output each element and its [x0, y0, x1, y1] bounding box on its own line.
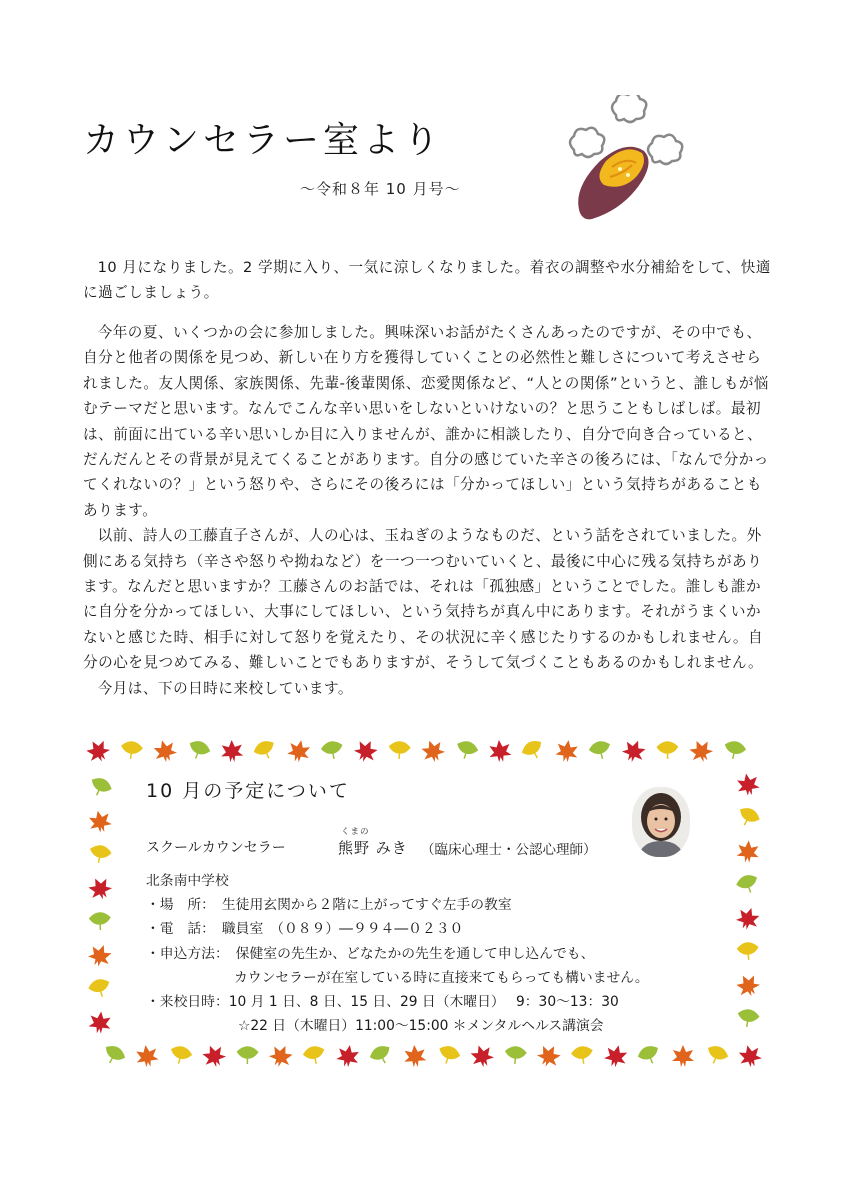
- maple-leaf-icon: [286, 738, 312, 764]
- ginkgo-leaf-icon: [737, 942, 758, 961]
- maple-leaf-icon: [736, 840, 759, 863]
- ginkgo-leaf-icon: [704, 1044, 729, 1067]
- maple-leaf-icon: [151, 738, 178, 765]
- maple-leaf-icon: [419, 738, 447, 765]
- ginkgo-leaf-icon: [723, 740, 746, 761]
- counselor-photo: [632, 787, 690, 857]
- ginkgo-leaf-icon: [88, 776, 113, 800]
- roasted-sweet-potato-icon: [560, 95, 690, 230]
- ginkgo-leaf-icon: [169, 1045, 193, 1067]
- maple-leaf-icon: [555, 739, 580, 764]
- phone-line: ・電 話： 職員室 （０８９）―９９４―０２３０: [146, 921, 464, 938]
- ginkgo-leaf-icon: [657, 742, 677, 759]
- issue-subtitle: ～令和８年 10 月号～: [300, 180, 461, 198]
- maple-leaf-icon: [86, 874, 115, 903]
- paragraph-1: 10 月になりました。2 学期に入り、一気に涼しくなりました。着衣の調整や水分補給をして、快適に過ごしましょう。: [83, 259, 771, 302]
- maple-leaf-icon: [86, 738, 113, 766]
- schedule-title: 10 月の予定について: [146, 780, 350, 802]
- ginkgo-leaf-icon: [90, 912, 111, 930]
- ginkgo-leaf-icon: [436, 1044, 460, 1067]
- ginkgo-leaf-icon: [736, 873, 760, 896]
- ginkgo-leaf-icon: [737, 1009, 759, 1029]
- ginkgo-leaf-icon: [520, 738, 546, 763]
- ginkgo-leaf-icon: [303, 1045, 326, 1066]
- ginkgo-leaf-icon: [321, 740, 344, 761]
- maple-leaf-icon: [200, 1042, 229, 1070]
- apply-line-2: カウンセラーが在室している時に直接来てもらっても構いません。: [234, 969, 649, 986]
- paragraph-3: 以前、詩人の工藤直子さんが、人の心は、玉ねぎのようなものだ、という話をされていました。外側にある気持ち（辛さや怒りや拗ねなど）を一つ一つむいていくと、最後に中心に残る気持ちがあります。なんだと思いますか？工藤さんのお話では、それは「孤独感」ということでした。誰しも誰かに自分を分かってほしい、大事にしてほしい、という気持ちが真ん中にあります。それがうまくいかないと感じた時、相手に対して怒りを覚えたり、その状況に辛く感じたりするのかもしれません。自分の心を見つめてみる、難しいことでもありますが、そうして気づくこともあるのかもしれません。: [83, 527, 764, 672]
- ginkgo-leaf-icon: [571, 1046, 593, 1066]
- paragraph-2: 今年の夏、いくつかの会に参加しました。興味深いお話がたくさんあったのですが、その中でも、自分と他者の関係を見つめ、新しい在り方を獲得していくことの必然性と難しさについて考えさせられました。友人関係、家族関係、先輩-後輩関係、恋愛関係など、“人との関係”というと、誰しもが悩むテーマだと思います。なんでこんな辛い思いをしないといけないの？と思うこともしばしば。最初は、前面に出ている辛い思いしか目に入りませんが、誰かに相談したり、自分で向き合っていると、だんだんとその背景が見えてくることがあります。自分の感じていた辛さの後ろには、「なんで分かってくれないの？」という怒りや、さらにその後ろには「分かってほしい」という気持ちがあることもあります。: [83, 324, 770, 519]
- ginkgo-leaf-icon: [237, 1047, 257, 1064]
- ginkgo-leaf-icon: [589, 740, 613, 762]
- ginkgo-leaf-icon: [253, 739, 278, 763]
- maple-leaf-icon: [403, 1044, 426, 1067]
- place-line: ・場 所： 生徒用玄関から２階に上がってすぐ左手の教室: [146, 897, 512, 914]
- ginkgo-leaf-icon: [389, 741, 410, 759]
- maple-leaf-icon: [672, 1045, 694, 1067]
- ginkgo-leaf-icon: [369, 1043, 395, 1067]
- counselor-credentials: （臨床心理士・公認心理師）: [421, 842, 597, 858]
- ginkgo-leaf-icon: [186, 739, 211, 762]
- ginkgo-leaf-icon: [455, 739, 479, 761]
- ginkgo-leaf-icon: [101, 1043, 127, 1068]
- maple-leaf-icon: [686, 738, 715, 766]
- maple-leaf-icon: [737, 1043, 762, 1070]
- counselor-role: スクールカウンセラー: [146, 840, 286, 856]
- ginkgo-leaf-icon: [637, 1044, 662, 1067]
- ginkgo-leaf-icon: [121, 741, 143, 760]
- maple-leaf-icon: [351, 738, 380, 766]
- maple-leaf-icon: [488, 739, 512, 763]
- maple-leaf-icon: [620, 738, 649, 765]
- maple-leaf-icon: [266, 1041, 295, 1070]
- main-text: [83, 320, 773, 701]
- maple-leaf-icon: [87, 808, 113, 834]
- maple-leaf-icon: [733, 971, 762, 1001]
- maple-leaf-icon: [734, 905, 762, 933]
- apply-line-1: ・申込方法： 保健室の先生か、どなたかの先生を通して申し込んでも、: [146, 945, 595, 962]
- maple-leaf-icon: [534, 1041, 564, 1070]
- intro-paragraph: [83, 255, 773, 306]
- visit-line-1: ・来校日時：10 月 1 日、8 日、15 日、29 日（木曜日） 9：30～13：30: [146, 994, 619, 1011]
- ginkgo-leaf-icon: [88, 977, 112, 999]
- maple-leaf-icon: [221, 740, 244, 763]
- maple-leaf-icon: [468, 1042, 496, 1070]
- maple-leaf-icon: [603, 1043, 630, 1070]
- maple-leaf-icon: [88, 1010, 112, 1034]
- ginkgo-leaf-icon: [89, 844, 112, 865]
- name-ruby: くまの: [341, 827, 370, 837]
- school-name: 北条南中学校: [146, 873, 229, 889]
- visit-line-2: ☆22 日（木曜日）11:00～15:00 ＊メンタルヘルス講演会: [238, 1018, 604, 1035]
- maple-leaf-icon: [735, 772, 760, 797]
- counselor-name: 熊野 みき: [338, 839, 408, 857]
- maple-leaf-icon: [135, 1044, 160, 1069]
- ginkgo-leaf-icon: [735, 805, 761, 829]
- maple-leaf-icon: [86, 941, 114, 969]
- ginkgo-leaf-icon: [505, 1046, 526, 1065]
- page-title: カウンセラー室より: [83, 120, 444, 161]
- maple-leaf-icon: [335, 1043, 360, 1068]
- paragraph-4: 今月は、下の日時に来校しています。: [97, 679, 354, 697]
